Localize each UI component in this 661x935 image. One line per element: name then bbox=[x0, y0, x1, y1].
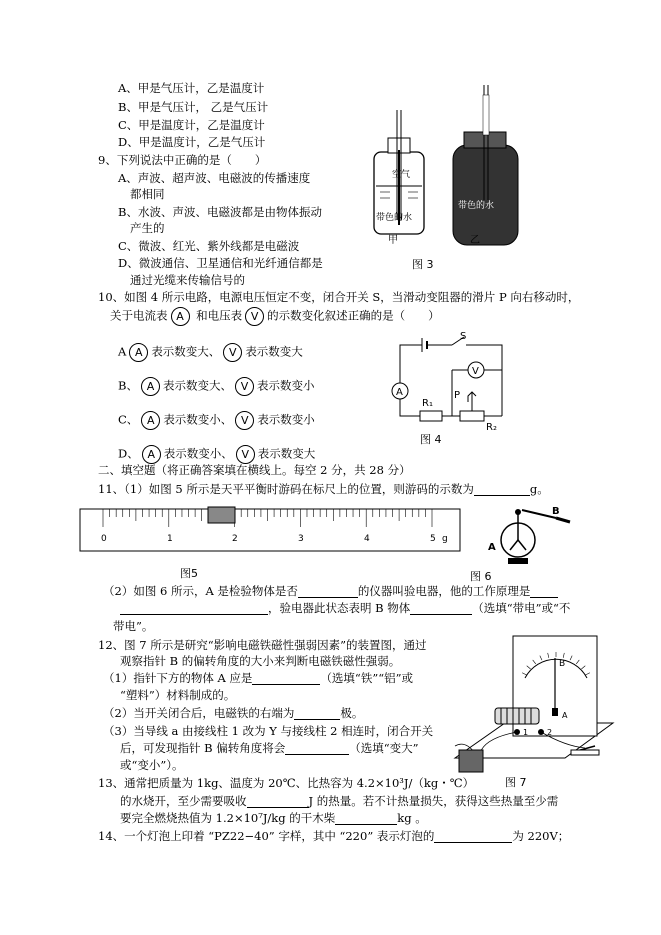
ruler-tick-3: 3 bbox=[298, 534, 304, 544]
q13-blank-mass[interactable] bbox=[335, 812, 397, 825]
option-text: 表示数变大、 bbox=[162, 378, 232, 393]
q14-line1 bbox=[98, 829, 569, 843]
q12-text: （选填“铁”“铝”或 bbox=[320, 671, 413, 685]
q14-text: 为 220V； bbox=[512, 829, 570, 843]
q11-blank-principle[interactable] bbox=[530, 585, 558, 598]
ruler-tick-2: 2 bbox=[232, 534, 238, 544]
q11-part2-line1 bbox=[103, 584, 558, 598]
figure-7-electromagnet bbox=[445, 628, 615, 788]
q13-text: 的水烧开，至少需要吸收 bbox=[120, 794, 247, 808]
q12-line5 bbox=[103, 706, 363, 720]
fig7-label-b: B bbox=[559, 659, 566, 669]
fig3-yi: 乙 bbox=[470, 235, 480, 246]
fig6-label-b: B bbox=[552, 506, 560, 517]
ruler-tick-4: 4 bbox=[364, 534, 370, 544]
option-text: 表示数变小、 bbox=[163, 412, 233, 427]
q8-option-a: A、甲是气压计，乙是温度计 bbox=[118, 81, 265, 95]
q12-blank-angle[interactable] bbox=[285, 742, 349, 755]
q14-text: 14、一个灯泡上印着 “PZ22−40” 字样，其中 “220” 表示灯泡的 bbox=[98, 829, 435, 843]
fig7-label-a: A bbox=[562, 711, 568, 720]
ammeter-symbol: A bbox=[141, 411, 160, 430]
voltmeter-symbol: V bbox=[235, 377, 254, 396]
q10-text: 和电压表 bbox=[196, 308, 243, 323]
ruler-unit: g bbox=[442, 534, 448, 544]
option-text: 表示数变小 bbox=[256, 378, 315, 393]
q11-text: （2）如图 6 所示，A 是检验物体是否 bbox=[103, 584, 298, 598]
q9-stem: 9、下列说法中正确的是（ ） bbox=[98, 153, 267, 167]
figure-3 bbox=[360, 80, 560, 280]
q9-option-a-cont: 都相同 bbox=[130, 187, 165, 201]
q9-option-a: A、声波、超声波、电磁波的传播速度 bbox=[118, 171, 311, 185]
option-letter: C、 bbox=[118, 412, 139, 427]
q12-line6: （3）当导线 a 由接线柱 1 改为 Y 与接线柱 2 相连时，闭合开关 bbox=[103, 724, 434, 738]
q13-text: J 的热量。若不计热量损失，获得这些热量至少需 bbox=[308, 794, 559, 808]
q8-option-d: D、甲是温度计，乙是气压计 bbox=[118, 135, 266, 149]
q12-line4: “塑料”）材料制成的。 bbox=[120, 688, 236, 702]
fig7-terminal-2: 2 bbox=[547, 728, 553, 737]
q11-part2-line3: 带电”。 bbox=[113, 619, 154, 633]
q12-blank-material[interactable] bbox=[252, 672, 320, 685]
fig4-caption: 图 4 bbox=[420, 433, 442, 446]
q10-option-a bbox=[118, 343, 303, 362]
q12-line7 bbox=[120, 741, 419, 755]
ruler-tick-1: 1 bbox=[167, 534, 173, 544]
q10-stem: 10、如图 4 所示电路，电源电压恒定不变，闭合开关 S，当滑动变阻器的滑片 P 向右移动时， bbox=[98, 290, 580, 304]
fig3-jar-a-label: 带色的水 bbox=[376, 213, 413, 223]
q13-text: 要完全燃烧热值为 1.2×10⁷J/kg 的干木柴 bbox=[120, 811, 336, 825]
q11-part2-line2 bbox=[120, 601, 570, 615]
fig3-gas-label: 空气 bbox=[392, 170, 411, 180]
q12-line8: 或“变小”）。 bbox=[120, 758, 184, 772]
q11-text: 的仪器叫验电器，他的工作原理是 bbox=[357, 584, 531, 598]
fig4-r1-label: R₁ bbox=[422, 398, 433, 409]
fig4-switch-label: S bbox=[460, 331, 467, 342]
q8-option-c: C、甲是温度计，乙是温度计 bbox=[118, 118, 265, 132]
q13-line2 bbox=[120, 794, 558, 808]
voltmeter-symbol: V bbox=[236, 445, 255, 464]
voltmeter-symbol: V bbox=[223, 343, 242, 362]
fig3-caption: 图 3 bbox=[412, 258, 434, 271]
q9-option-c: C、微波、红光、紫外线都是电磁波 bbox=[118, 239, 300, 253]
q8-option-b: B、甲是气压计， 乙是气压计 bbox=[118, 100, 269, 114]
figure-5-ruler bbox=[78, 505, 463, 585]
q12-text: 后，可发现指针 B 偏转角度将会 bbox=[120, 741, 286, 755]
q12-text: （2）当开关闭合后，电磁铁的右端为 bbox=[103, 706, 295, 720]
ammeter-symbol: A bbox=[129, 343, 148, 362]
q12-text: 极。 bbox=[340, 706, 364, 720]
fig4-ammeter-label: A bbox=[396, 387, 403, 398]
fig7-terminal-1: 1 bbox=[523, 728, 529, 737]
fig5-caption: 图5 bbox=[180, 567, 198, 580]
fig6-label-a: A bbox=[488, 542, 496, 553]
q11-blank-charged[interactable] bbox=[410, 602, 472, 615]
option-text: 表示数变小 bbox=[257, 412, 315, 427]
fig4-p-label: P bbox=[454, 390, 461, 401]
figure-4-circuit bbox=[380, 330, 520, 450]
voltmeter-symbol: V bbox=[235, 411, 254, 430]
q9-option-d: D、微波通信、卫星通信和光纤通信都是 bbox=[118, 256, 323, 270]
ruler-tick-5: 5 bbox=[430, 534, 436, 544]
figure-6-electroscope bbox=[470, 500, 588, 585]
option-text: 表示数变小、 bbox=[163, 446, 233, 461]
q12-line3 bbox=[103, 671, 413, 685]
ammeter-symbol: A bbox=[142, 445, 161, 464]
fig7-caption: 图 7 bbox=[505, 776, 527, 789]
ruler-tick-0: 0 bbox=[101, 534, 107, 544]
fig6-caption: 图 6 bbox=[470, 570, 492, 583]
ammeter-symbol: A bbox=[141, 377, 160, 396]
q12-text: （1）指针下方的物体 A 应是 bbox=[103, 671, 253, 685]
fig3-jia: 甲 bbox=[388, 235, 398, 246]
q12-text: （选填“变大” bbox=[349, 741, 419, 755]
q11-part1 bbox=[98, 482, 549, 496]
option-letter: D、 bbox=[118, 446, 139, 461]
fig3-jar-b-label: 带色的水 bbox=[458, 201, 495, 211]
ammeter-symbol: A bbox=[171, 307, 190, 326]
q11-text: 11、（1）如图 5 所示是天平平衡时游码在标尺上的位置，则游码的示数为 bbox=[98, 482, 474, 496]
option-text: 表示数变大、 bbox=[151, 344, 221, 359]
option-text: 表示数变大 bbox=[257, 446, 316, 461]
option-letter: B、 bbox=[118, 378, 138, 393]
q10-text: 的示数变化叙述正确的是（ ） bbox=[267, 308, 440, 323]
q13-text: kg 。 bbox=[397, 811, 427, 825]
q12-blank-pole[interactable] bbox=[294, 707, 340, 720]
q10-option-c bbox=[118, 411, 315, 430]
q11-blank-test[interactable] bbox=[298, 585, 358, 598]
fig4-voltmeter-label: V bbox=[472, 366, 479, 377]
fig4-r2-label: R₂ bbox=[486, 422, 497, 433]
option-letter: A bbox=[118, 344, 127, 359]
q9-option-d-cont: 通过光缆来传输信号的 bbox=[130, 273, 245, 287]
q12-line2: 观察指针 B 的偏转角度的大小来判断电磁铁磁性强弱。 bbox=[120, 654, 401, 668]
q11-text: g。 bbox=[529, 482, 549, 496]
rider-weight bbox=[208, 507, 235, 523]
q13-line3 bbox=[120, 811, 427, 825]
voltmeter-symbol: V bbox=[245, 307, 264, 326]
q11-text: ，验电器此状态表明 B 物体 bbox=[268, 601, 411, 615]
q13-line1: 13、通常把质量为 1kg、温度为 20℃、比热容为 4.2×10³J/（kg・℃） bbox=[98, 776, 475, 790]
q11-blank-reading[interactable] bbox=[474, 483, 530, 496]
q12-line1: 12、图 7 所示是研究“影响电磁铁磁性强弱因素”的装置图，通过 bbox=[98, 638, 427, 652]
q9-option-b-cont: 产生的 bbox=[130, 221, 165, 235]
q10-stem-line2 bbox=[110, 307, 440, 326]
section-2-title: 二、填空题（将正确答案填在横线上。每空 2 分，共 28 分） bbox=[98, 463, 411, 477]
q10-option-d bbox=[118, 445, 315, 464]
option-text: 表示数变大 bbox=[245, 344, 303, 359]
q11-text: （选填“带电”或“不 bbox=[472, 601, 571, 615]
q9-option-b: B、水波、声波、电磁波都是由物体振动 bbox=[118, 205, 322, 219]
q13-blank-heat[interactable] bbox=[247, 795, 309, 808]
q10-text: 关于电流表 bbox=[110, 308, 168, 323]
q14-blank-rated-voltage[interactable] bbox=[434, 830, 512, 843]
q10-option-b bbox=[118, 377, 314, 396]
q11-blank-principle-cont[interactable] bbox=[120, 602, 268, 615]
